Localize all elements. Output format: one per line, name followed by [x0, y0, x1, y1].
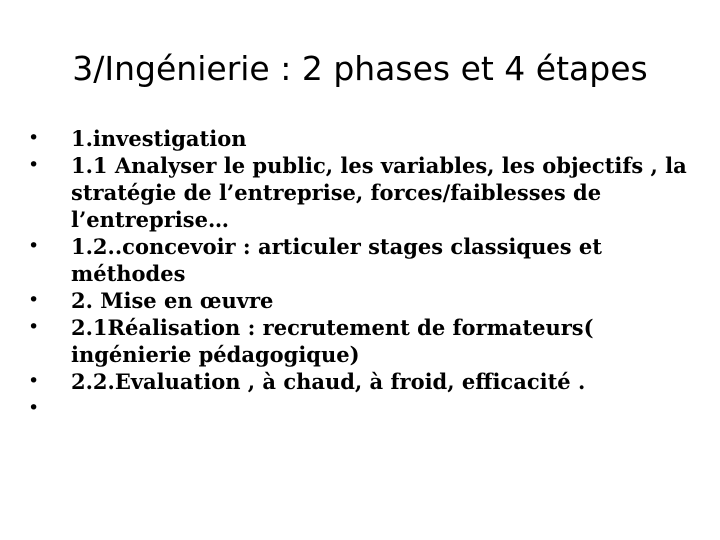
bullet-text	[71, 395, 688, 422]
bullet-text: 2.2.Evaluation , à chaud, à froid, efficacité .	[71, 369, 586, 394]
bullet-dot-icon: •	[28, 397, 40, 419]
bullet-item	[28, 368, 688, 395]
slide-title: 3/Ingénierie : 2 phases et 4 étapes	[72, 49, 648, 88]
bullet-item	[28, 287, 688, 314]
bullet-text: 1.1 Analyser le public, les variables, les objectifs , la stratégie de l’entreprise, forces/faiblesses de l’entreprise…	[71, 153, 687, 232]
bullet-dot-icon: •	[28, 235, 40, 257]
bullet-text: 1.2..concevoir : articuler stages classiques et méthodes	[71, 234, 602, 286]
bullet-item	[28, 395, 688, 422]
bullet-dot-icon: •	[28, 370, 40, 392]
bullet-item	[28, 125, 688, 152]
bullet-dot-icon: •	[28, 316, 40, 338]
bullet-item	[28, 152, 688, 233]
bullet-text: 2. Mise en œuvre	[71, 288, 274, 313]
bullet-dot-icon: •	[28, 289, 40, 311]
bullet-text: 2.1Réalisation : recrutement de formateurs( ingénierie pédagogique)	[71, 315, 594, 367]
bullet-item	[28, 233, 688, 287]
bullet-list	[28, 125, 688, 422]
bullet-dot-icon: •	[28, 154, 40, 176]
bullet-text: 1.investigation	[71, 126, 247, 151]
bullet-dot-icon: •	[28, 127, 40, 149]
bullet-item	[28, 314, 688, 368]
